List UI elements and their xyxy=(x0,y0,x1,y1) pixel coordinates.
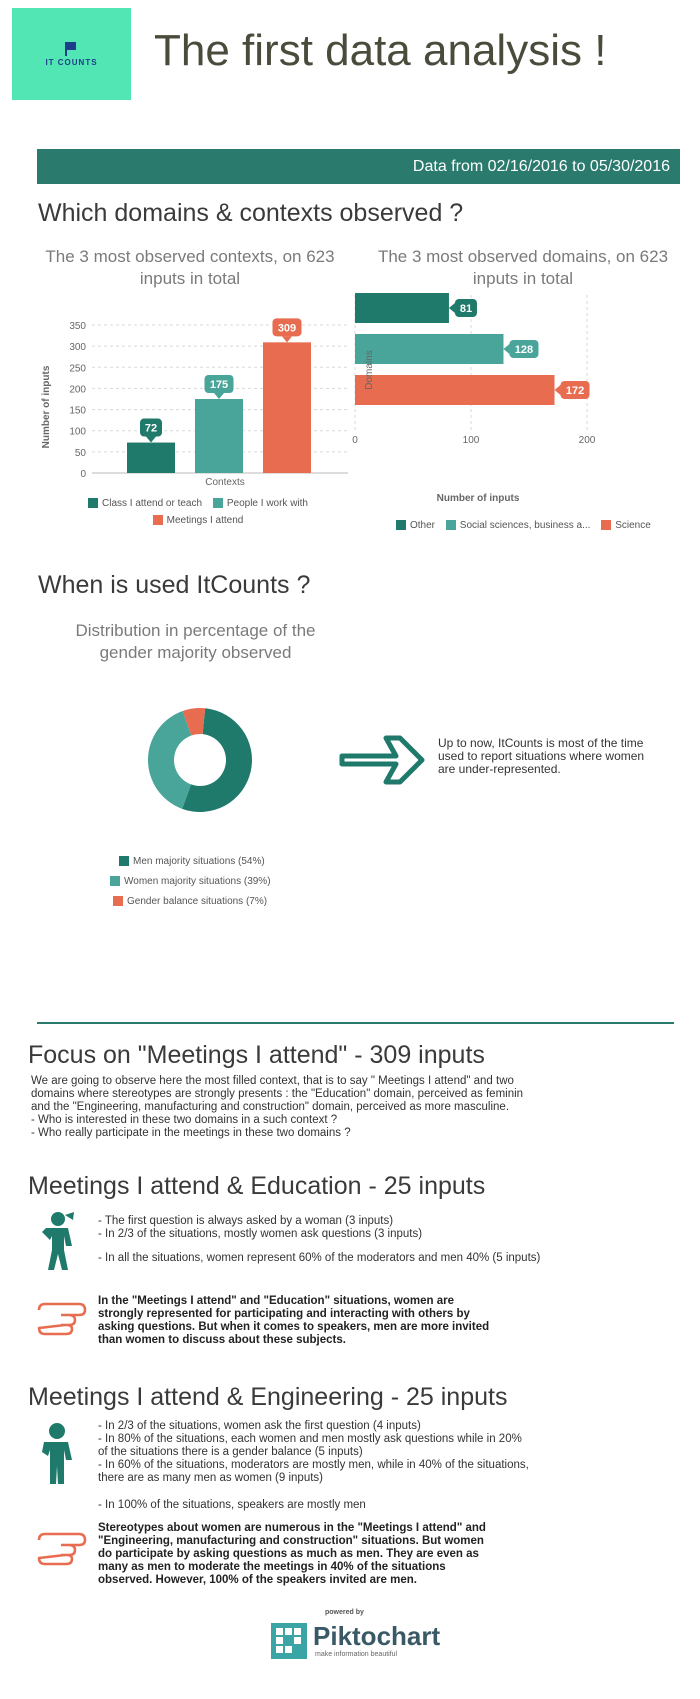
logo-text: IT COUNTS xyxy=(45,58,98,67)
bullet-line: - The first question is always asked by a woman (3 inputs) xyxy=(98,1215,394,1227)
education-heading: Meetings I attend & Education - 25 inputs xyxy=(28,1172,486,1200)
legend-label: Social sciences, business a... xyxy=(459,520,591,531)
data-label-text: 128 xyxy=(514,344,534,356)
bullet-line: there are as many men as women (9 inputs) xyxy=(98,1472,323,1484)
bullet-line: - In 60% of the situations, moderators are mostly men, while in 40% of the situations, xyxy=(98,1459,529,1471)
bullet-line: - In 80% of the situations, each women and men mostly ask questions while in 20% xyxy=(98,1433,522,1445)
data-label-text: 172 xyxy=(565,385,585,397)
data-label-text: 175 xyxy=(209,379,229,391)
y-tick-label: 150 xyxy=(69,405,86,417)
data-label xyxy=(273,318,302,342)
education-conclusion xyxy=(98,1295,658,1347)
donut-legend xyxy=(110,852,271,912)
conclusion-line: Stereotypes about women are numerous in the "Meetings I attend" and xyxy=(98,1522,486,1534)
domains-x-axis-label: Number of inputs xyxy=(436,493,520,504)
domains-bar-chart xyxy=(352,290,685,510)
data-label xyxy=(449,299,477,317)
legend-swatch xyxy=(396,520,406,530)
conclusion-line: strongly represented for participating and interacting with others by xyxy=(98,1308,470,1320)
data-label-pointer xyxy=(214,393,224,399)
legend-label: Women majority situations (39%) xyxy=(124,876,271,887)
gender-donut-chart xyxy=(140,700,260,820)
intro-line: We are going to observe here the most filled context, that is to say " Meetings I attend" and two xyxy=(31,1075,514,1087)
education-bullets xyxy=(98,1215,678,1265)
data-label-text: 72 xyxy=(144,422,158,435)
conclusion-line: many as men to moderate the meetings in 40% of the situations xyxy=(98,1561,446,1573)
contexts-legend xyxy=(82,496,322,529)
legend-label: Other xyxy=(410,520,436,531)
contexts-chart-title: The 3 most observed contexts, on 623 inputs in total xyxy=(45,247,335,288)
bullet-line: - In 2/3 of the situations, women ask the first question (4 inputs) xyxy=(98,1420,421,1432)
pointing-hand-icon xyxy=(35,1530,89,1568)
conclusion-line: In the "Meetings I attend" and "Education" situations, women are xyxy=(98,1295,454,1307)
data-label xyxy=(205,375,234,399)
legend-swatch xyxy=(213,498,223,508)
usage-note: Up to now, ItCounts is most of the time used to report situations where women are under-represented. xyxy=(438,736,645,776)
y-tick-label: 0 xyxy=(80,469,86,480)
bar xyxy=(127,443,175,473)
y-tick-label: 50 xyxy=(74,447,86,459)
date-range-bar xyxy=(37,149,680,184)
domains-chart-title: The 3 most observed domains, on 623 inputs in total xyxy=(377,247,669,288)
powered-by-label: powered by xyxy=(325,1609,364,1616)
y-tick-label: 300 xyxy=(69,342,86,354)
x-tick-label: 100 xyxy=(462,435,480,446)
pointing-hand-icon xyxy=(35,1300,89,1338)
conclusion-line: observed. However, 100% of the speakers invited are men. xyxy=(98,1574,417,1586)
data-label xyxy=(555,381,590,399)
legend-item xyxy=(153,513,244,529)
legend-swatch xyxy=(113,896,123,906)
legend-item xyxy=(213,496,308,512)
piktochart-logo-icon xyxy=(270,1622,308,1660)
section-divider xyxy=(37,1022,674,1024)
contexts-y-axis-label: Number of inputs xyxy=(41,365,52,449)
legend-item xyxy=(446,520,591,531)
legend-item xyxy=(113,892,271,912)
bar xyxy=(195,399,243,473)
intro-line: - Who really participate in the meetings in these two domains ? xyxy=(31,1127,351,1139)
man-icon xyxy=(38,1422,78,1486)
donut-chart-title: Distribution in percentage of the gender majority observed xyxy=(75,621,316,662)
donut-slice xyxy=(148,711,191,809)
legend-item xyxy=(601,520,651,531)
legend-swatch xyxy=(110,876,120,886)
focus-heading: Focus on "Meetings I attend" - 309 inputs xyxy=(28,1041,485,1069)
engineering-bullets xyxy=(98,1420,678,1512)
legend-label: Science xyxy=(615,520,651,531)
data-label-text: 309 xyxy=(277,322,297,335)
legend-swatch xyxy=(153,515,163,525)
intro-line: - Who is interested in these two domains in a such context ? xyxy=(31,1114,338,1126)
contexts-x-axis-label: Contexts xyxy=(205,477,245,488)
section-heading-domains: Which domains & contexts observed ? xyxy=(38,199,464,227)
legend-label: Gender balance situations (7%) xyxy=(127,896,268,907)
flag-icon xyxy=(66,42,76,50)
y-tick-label: 100 xyxy=(69,426,86,438)
bullet-line: - In 100% of the situations, speakers are mostly men xyxy=(98,1499,366,1511)
x-tick-label: 200 xyxy=(578,435,596,446)
intro-line: and the "Engineering, manufacturing and construction" domain, perceived as more masculine. xyxy=(31,1101,510,1113)
data-label-pointer xyxy=(282,336,292,342)
data-label xyxy=(503,340,538,358)
legend-swatch xyxy=(88,498,98,508)
legend-label: Class I attend or teach xyxy=(102,498,203,509)
woman-icon xyxy=(38,1210,78,1272)
legend-swatch xyxy=(446,520,456,530)
itcounts-logo xyxy=(12,8,131,100)
data-label-text: 81 xyxy=(459,303,473,315)
bullet-line: - In 2/3 of the situations, mostly women ask questions (3 inputs) xyxy=(98,1228,423,1240)
conclusion-line: asking questions. But when it comes to speakers, men are more invited xyxy=(98,1321,490,1333)
data-label-pointer xyxy=(449,303,455,313)
legend-item xyxy=(396,520,435,531)
piktochart-tagline: make information beautiful xyxy=(315,1651,398,1658)
legend-label: Men majority situations (54%) xyxy=(133,856,265,867)
bar xyxy=(355,375,555,405)
date-range-text: Data from 02/16/2016 to 05/30/2016 xyxy=(412,158,670,175)
legend-label: Meetings I attend xyxy=(166,514,244,526)
data-label-pointer xyxy=(503,344,509,354)
bullet-line: - In all the situations, women represent 60% of the moderators and men 40% (5 inputs) xyxy=(98,1252,541,1264)
bullet-line: of the situations there is a gender balance (5 inputs) xyxy=(98,1446,363,1458)
data-label-pointer xyxy=(146,437,156,443)
domains-y-axis-label: Domains xyxy=(364,350,375,390)
y-tick-label: 250 xyxy=(69,363,86,375)
legend-swatch xyxy=(601,520,611,530)
page-title: The first data analysis ! xyxy=(154,26,607,75)
engineering-heading: Meetings I attend & Engineering - 25 inputs xyxy=(28,1383,508,1411)
data-label-pointer xyxy=(555,385,561,395)
domains-legend xyxy=(396,520,659,531)
conclusion-line: "Engineering, manufacturing and construction" situations. But women xyxy=(98,1535,484,1547)
bar xyxy=(355,293,449,323)
arrow-right-icon xyxy=(338,732,428,788)
conclusion-line: than women to discuss about these subjects. xyxy=(98,1334,346,1346)
x-tick-label: 0 xyxy=(352,435,358,446)
piktochart-brand: Piktochart xyxy=(313,1621,441,1651)
focus-intro xyxy=(31,1075,671,1140)
legend-swatch xyxy=(119,856,129,866)
legend-label: People I work with xyxy=(226,498,308,509)
y-tick-label: 200 xyxy=(69,384,86,396)
engineering-conclusion xyxy=(98,1522,658,1587)
y-tick-label: 350 xyxy=(69,321,86,332)
conclusion-line: do participate by asking questions as much as men. They are even as xyxy=(98,1548,479,1560)
bar xyxy=(263,342,311,473)
intro-line: domains where stereotypes are strongly presents : the "Education" domain, perceived as feminin xyxy=(31,1088,524,1100)
legend-item xyxy=(88,496,202,512)
legend-item xyxy=(110,872,271,892)
contexts-bar-chart xyxy=(30,305,360,525)
section-heading-usage: When is used ItCounts ? xyxy=(38,571,311,599)
bar xyxy=(355,334,503,364)
data-label xyxy=(140,419,162,443)
legend-item xyxy=(119,852,271,872)
